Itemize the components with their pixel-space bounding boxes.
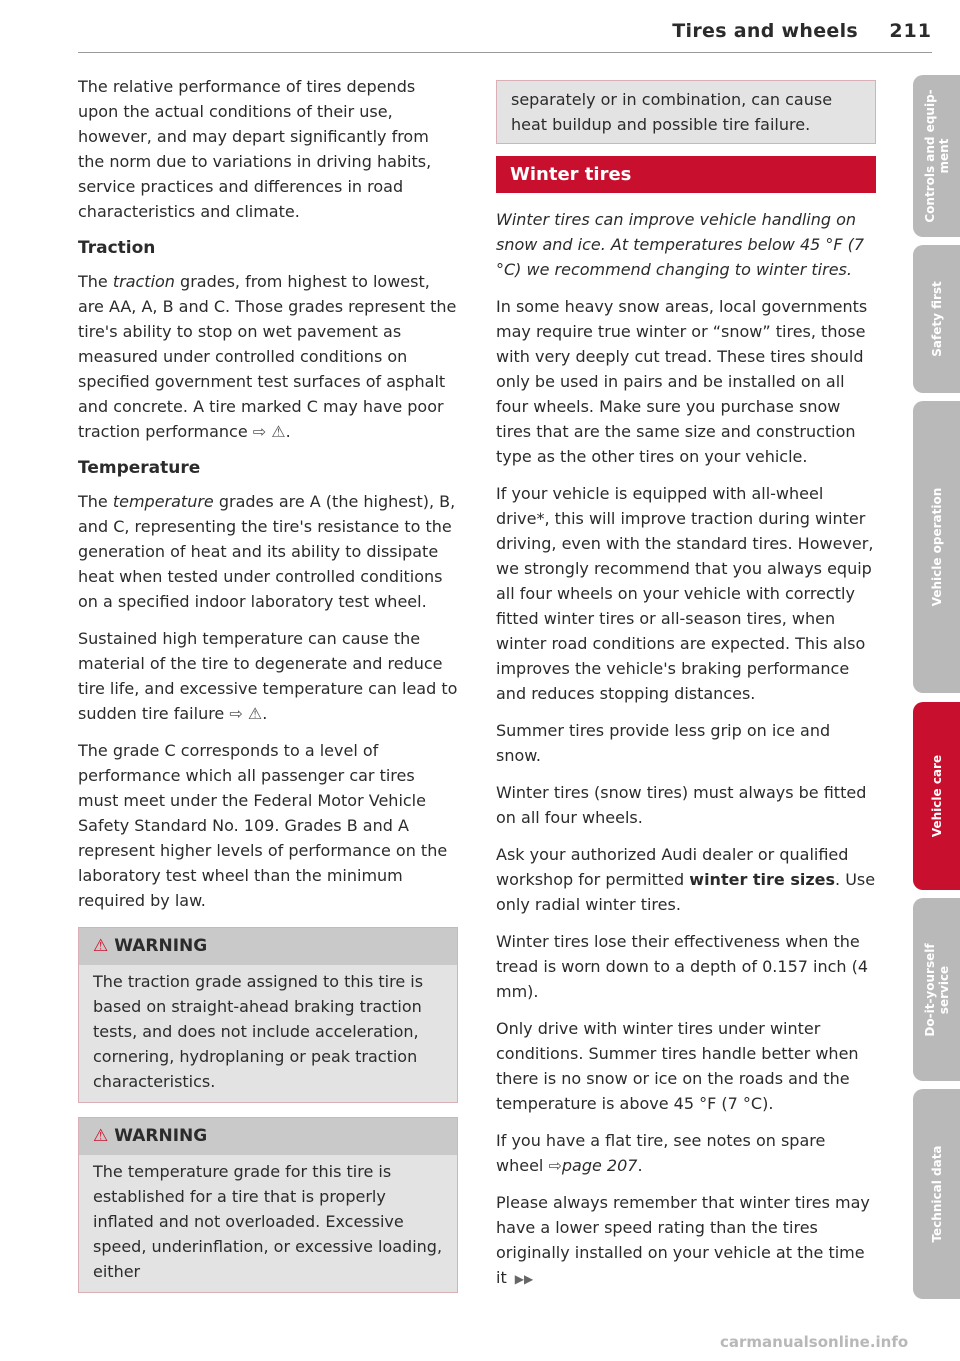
tab-safety-first[interactable]: Safety first <box>913 245 960 393</box>
winter-paragraph-6: Winter tires lose their effectiveness when the tread is worn down to a depth of 0.157 inch (4 mm). <box>496 932 869 1001</box>
winter-paragraph-3: Summer tires provide less grip on ice and snow. <box>496 721 831 765</box>
winter-paragraph-9: Please always remember that winter tires may have a lower speed rating than the tires originally installed on your vehicle at the time it ▶▶ <box>496 1193 870 1287</box>
winter-paragraph-8: If you have a flat tire, see notes on spare wheel ⇨page 207. <box>496 1131 826 1175</box>
traction-heading: Traction <box>78 238 156 258</box>
tab-technical-data[interactable]: Technical data <box>913 1089 960 1299</box>
right-column <box>496 80 876 1304</box>
winter-paragraph-5: Ask your authorized Audi dealer or qualified workshop for permitted winter tire sizes. Use only radial winter tires. <box>496 845 876 914</box>
winter-intro: Winter tires can improve vehicle handling on snow and ice. At temperatures below 45 °F (7 °C) we recommend changing to winter tires. <box>496 210 865 279</box>
tab-vehicle-operation[interactable]: Vehicle operation <box>913 401 960 693</box>
warning-header: ⚠ WARNING <box>79 928 457 965</box>
winter-paragraph-1: In some heavy snow areas, local governments may require true winter or “snow” tires, those with very deeply cut tread. These tires should only be used in pairs and be installed on all four wheels. Make sure you purchase snow tires that are the same size and construction type as the other tires on your vehicle. <box>496 297 868 466</box>
temperature-paragraph-2: Sustained high temperature can cause the material of the tire to degenerate and reduce tire life, and excessive temperature can lead to sudden tire failure ⇨ ⚠. <box>78 629 458 723</box>
section-title-winter-tires: Winter tires <box>496 156 876 193</box>
reference-arrow-icon[interactable]: ⇨ <box>548 1156 562 1175</box>
warning-box-traction <box>78 927 458 1103</box>
intro-paragraph: The relative performance of tires depends upon the actual conditions of their use, however, and may depart significantly from the norm due to variations in driving habits, service practices and differences in road characteristics and climate. <box>78 77 432 221</box>
temperature-paragraph-1: The temperature grades are A (the highest), B, and C, representing the tire's resistance to the generation of heat and its ability to dissipate heat when tested under controlled conditions on a specified indoor laboratory test wheel. <box>78 492 456 611</box>
tab-controls-and-equipment[interactable]: Controls and equip- ment <box>913 75 960 237</box>
winter-paragraph-4: Winter tires (snow tires) must always be fitted on all four wheels. <box>496 783 867 827</box>
page-number: 211 <box>889 20 932 42</box>
warning-box-temperature <box>78 1117 458 1293</box>
temperature-paragraph-3: The grade C corresponds to a level of performance which all passenger car tires must meet under the Federal Motor Vehicle Safety Standard No. 109. Grades B and A represent higher levels of performance on the laboratory test wheel than the minimum required by law. <box>78 741 448 910</box>
traction-paragraph: The traction grades, from highest to lowest, are AA, A, B and C. Those grades represent the tire's ability to stop on wet pavement as measured under controlled conditions on specified government test surfaces of asphalt and concrete. A tire marked C may have poor traction performance ⇨ ⚠. <box>78 272 457 441</box>
warning-text: The temperature grade for this tire is established for a tire that is properly inflated and not overloaded. Excessive speed, underinflation, or excessive loading, either <box>79 1155 457 1292</box>
warning-icon: ⚠ <box>93 936 109 956</box>
winter-paragraph-2: If your vehicle is equipped with all-wheel drive*, this will improve traction during winter driving, even with the standard tires. However, we strongly recommend that you always equip all four wheels on your vehicle with correctly fitted winter tires or all-season tires, when winter road conditions are expected. This also improves the vehicle's braking performance and reduces stopping distances. <box>496 484 874 703</box>
header-rule <box>78 52 932 53</box>
warning-continuation: separately or in combination, can cause heat buildup and possible tire failure. <box>496 80 876 144</box>
left-column <box>78 74 458 1305</box>
watermark: carmanualsonline.info <box>720 1333 909 1351</box>
winter-paragraph-7: Only drive with winter tires under winter conditions. Summer tires handle better when there is no snow or ice on the roads and the temperature is above 45 °F (7 °C). <box>496 1019 859 1113</box>
warning-icon: ⚠ <box>93 1126 109 1146</box>
reference-arrow-icon[interactable]: ⇨ <box>252 422 267 441</box>
page-header-title: Tires and wheels <box>672 20 858 42</box>
tab-vehicle-care[interactable]: Vehicle care <box>913 702 960 890</box>
warning-triangle-icon[interactable]: ⚠ <box>271 422 286 441</box>
reference-arrow-icon[interactable]: ⇨ <box>229 704 243 723</box>
page-reference-link[interactable]: page 207 <box>561 1156 638 1175</box>
temperature-heading: Temperature <box>78 458 201 478</box>
continue-arrow-icon: ▶▶ <box>514 1272 534 1286</box>
warning-text: The traction grade assigned to this tire is based on straight-ahead braking traction tests, and does not include acceleration, cornering, hydroplaning or peak traction characteristics. <box>79 965 457 1102</box>
warning-triangle-icon[interactable]: ⚠ <box>247 704 263 723</box>
warning-header: ⚠ WARNING <box>79 1118 457 1155</box>
tab-do-it-yourself-service[interactable]: Do-it-yourself service <box>913 898 960 1081</box>
